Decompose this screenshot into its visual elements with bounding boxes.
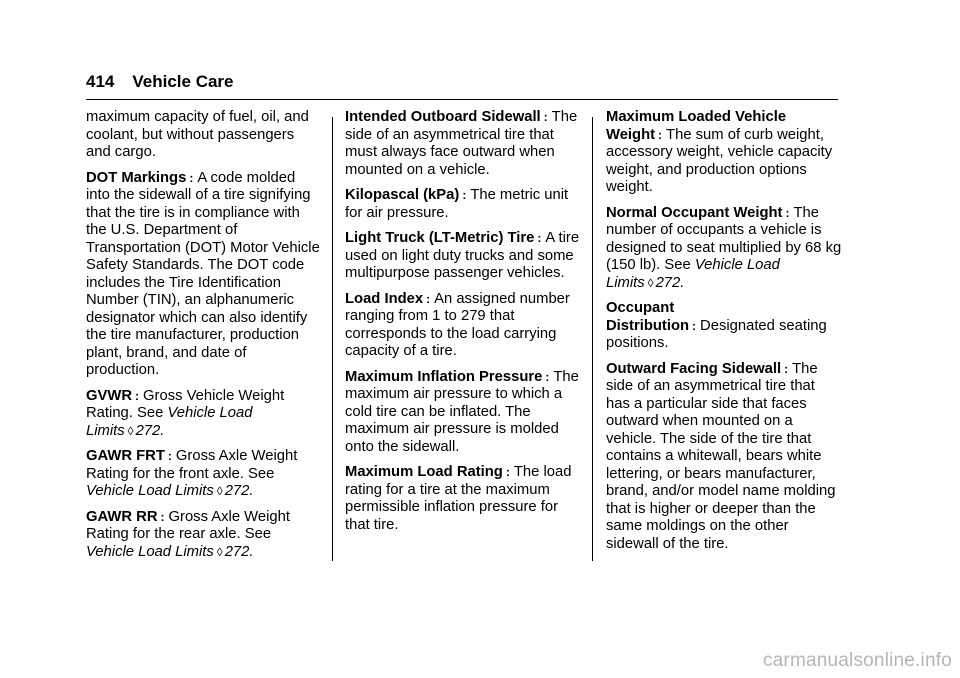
term-separator: : [658, 127, 663, 142]
definition-body: The sum of curb weight, accessory weight, vehicle capacity weight, and production options weight. [606, 126, 833, 195]
definition-term: Occupant Distribution [606, 300, 690, 334]
page-reference-arrow-icon: ◊ [216, 544, 223, 559]
definition-body: Designated seating positions. [606, 317, 827, 351]
definition-term: Kilopascal (kPa) [345, 187, 460, 203]
term-separator: : [505, 465, 510, 479]
page-reference-arrow-icon: ◊ [127, 423, 134, 438]
term-separator: : [426, 291, 431, 306]
definition-term: Normal Occupant Weight [606, 204, 783, 221]
definition-term: GVWR [86, 387, 133, 404]
cross-reference-title: Vehicle Load Limits [86, 483, 214, 499]
definition-paragraph [606, 109, 842, 197]
cross-reference-link[interactable] [86, 483, 254, 499]
definition-term: Maximum Inflation Pressure [345, 368, 543, 385]
definition-body: Gross Axle Weight Rating for the rear axle. See [86, 508, 290, 542]
term-separator: : [160, 509, 165, 524]
cross-reference-link[interactable] [86, 544, 254, 560]
definition-body: An assigned number ranging from 1 to 279 that corresponds to the load carrying capacity of a tire. [345, 290, 570, 359]
term-separator: : [135, 388, 140, 403]
definition-term: Load Index [345, 290, 424, 307]
term-separator: : [537, 231, 542, 245]
page-reference-arrow-icon: ◊ [216, 484, 223, 498]
text-column-1 [86, 109, 322, 569]
section-title: Vehicle Care [132, 72, 234, 91]
text-column-3 [606, 109, 842, 561]
definition-paragraph [345, 369, 581, 457]
text-column-2 [345, 109, 581, 542]
definition-body: The side of an asymmetrical tire that has a particular side that faces outward when mounted on a vehicle. The side of the tire that contains a whitewall, bears white lettering, or bears manufacturer, brand, and/or model name molding that is higher or deeper than the same moldings on the other sidewall of the tire. [606, 360, 836, 552]
definition-paragraph [86, 448, 322, 501]
term-separator: : [545, 369, 550, 384]
cross-reference-page: 272. [224, 483, 254, 499]
term-separator: : [692, 318, 697, 333]
definition-term: GAWR RR [86, 508, 158, 525]
definition-body: Gross Vehicle Weight Rating. See [86, 387, 285, 421]
definition-body: The metric unit for air pressure. [345, 187, 569, 221]
column-divider-1 [332, 117, 333, 561]
term-separator: : [784, 361, 789, 376]
term-separator: : [462, 188, 467, 202]
definition-body: The load rating for a tire at the maximum permissible inflation pressure for that tire. [345, 464, 572, 533]
definition-term: Light Truck (LT-Metric) Tire [345, 230, 535, 246]
definition-paragraph [345, 109, 581, 179]
definition-paragraph [606, 361, 842, 554]
term-separator: : [543, 110, 548, 124]
cross-reference-title: Vehicle Load Limits [86, 405, 253, 439]
column-divider-2 [592, 117, 593, 561]
cross-reference-title: Vehicle Load Limits [606, 257, 780, 291]
page-header [86, 72, 234, 92]
definition-body: The number of occupants a vehicle is designed to seat multiplied by 68 kg (150 lb). See [606, 204, 842, 273]
term-separator: : [189, 170, 194, 185]
term-separator: : [167, 449, 172, 463]
term-separator: : [785, 205, 790, 220]
definition-paragraph [345, 464, 581, 534]
definition-paragraph [606, 205, 842, 293]
definition-paragraph [86, 170, 322, 380]
definition-paragraph [345, 187, 581, 222]
watermark: carmanualsonline.info [762, 650, 952, 671]
page-reference-arrow-icon: ◊ [647, 275, 654, 290]
definition-paragraph [345, 291, 581, 361]
definition-paragraph [345, 230, 581, 283]
definition-paragraph [86, 109, 322, 162]
cross-reference-title: Vehicle Load Limits [86, 543, 214, 560]
definition-term: DOT Markings [86, 169, 187, 186]
definition-paragraph [86, 388, 322, 441]
cross-reference-page: 272. [655, 274, 685, 291]
header-rule [86, 99, 838, 100]
definition-body: maximum capacity of fuel, oil, and coolant, but without passengers and cargo. [86, 109, 309, 160]
definition-body: A code molded into the sidewall of a tire signifying that the tire is in compliance with the U.S. Department of Transportation (DOT) Motor Vehicle Safety Standards. The DOT code includes the Tire Identification Number (TIN), an alphanumeric designator which can also identify the tire manufacturer, production plant, brand, and date of production. [86, 169, 320, 378]
definition-term: Maximum Loaded Vehicle Weight [606, 109, 787, 143]
page-number: 414 [86, 72, 115, 91]
definition-body: A tire used on light duty trucks and some multipurpose passenger vehicles. [345, 230, 580, 281]
definition-term: Outward Facing Sidewall [606, 360, 782, 377]
definition-term: Maximum Load Rating [345, 464, 503, 480]
cross-reference-page: 272. [135, 422, 165, 439]
definition-body: The maximum air pressure to which a cold tire can be inflated. The maximum air pressure is molded onto the sidewall. [345, 368, 579, 455]
definition-body: Gross Axle Weight Rating for the front axle. See [86, 448, 298, 482]
cross-reference-page: 272. [224, 543, 254, 560]
definition-paragraph [86, 509, 322, 562]
definition-paragraph [606, 300, 842, 353]
definition-term: GAWR FRT [86, 448, 165, 464]
definition-term: Intended Outboard Sidewall [345, 109, 541, 125]
definition-body: The side of an asymmetrical tire that must always face outward when mounted on a vehicle. [345, 109, 578, 178]
